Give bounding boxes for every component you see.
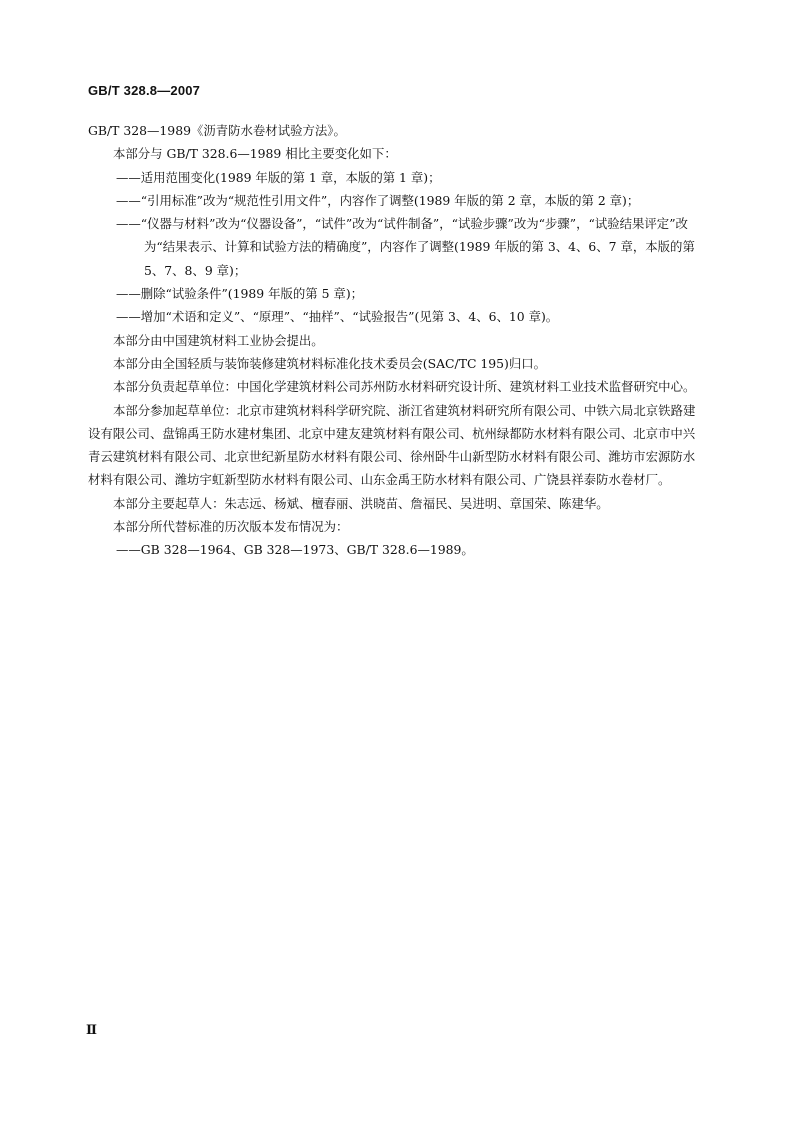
proposed-by-paragraph: 本部分由中国建筑材料工业协会提出。 (113, 332, 324, 348)
foreword-body (88, 119, 706, 562)
standard-code-header: GB/T 328.8—2007 (88, 83, 201, 98)
responsible-drafter-paragraph: 本部分负责起草单位：中国化学建筑材料公司苏州防水材料研究设计所、建筑材料工业技术监督研究中心。 (113, 379, 696, 395)
change-item: ——“引用标准”改为“规范性引用文件”，内容作了调整(1989 年版的第 2 章，本版的第 2 章)； (116, 192, 640, 208)
change-item: ——删除“试验条件”(1989 年版的第 5 章)； (116, 286, 364, 302)
history-item: ——GB 328—1964、GB 328—1973、GB/T 328.6—1989。 (116, 542, 474, 558)
change-item: ——适用范围变化(1989 年版的第 1 章，本版的第 1 章)； (116, 169, 441, 185)
page-number: Ⅱ (86, 1022, 97, 1037)
change-item: ——“仪器与材料”改为“仪器设备”，“试件”改为“试件制备”，“试验步骤”改为“步骤”，“试验结果评定”改为“结果表示、计算和试验方法的精确度”，内容作了调整(1989 年版的第 3、4、6、7 章，本版的第 5、7、8、9 章)； (116, 216, 695, 278)
intro-tail-paragraph: GB/T 328—1989《沥青防水卷材试验方法》。 (88, 123, 346, 138)
main-drafters-paragraph: 本部分主要起草人：朱志远、杨斌、檀春丽、洪晓苗、詹福民、吴进明、章国荣、陈建华。 (113, 495, 609, 511)
change-item: ——增加“术语和定义”、“原理”、“抽样”、“试验报告”(见第 3、4、6、10 章)。 (116, 309, 559, 325)
history-intro-paragraph: 本部分所代替标准的历次版本发布情况为： (113, 519, 349, 535)
jurisdiction-paragraph: 本部分由全国轻质与装饰装修建筑材料标准化技术委员会(SAC/TC 195)归口。 (113, 355, 547, 371)
changes-intro-paragraph: 本部分与 GB/T 328.6—1989 相比主要变化如下： (113, 146, 397, 162)
participating-drafters-paragraph: 本部分参加起草单位：北京市建筑材料科学研究院、浙江省建筑材料研究所有限公司、中铁六局北京铁路建设有限公司、盘锦禹王防水建材集团、北京中建友建筑材料有限公司、杭州绿都防水材料有限公司、北京市中兴青云建筑材料有限公司、北京世纪新星防水材料有限公司、徐州卧牛山新型防水材料有限公司、潍坊市宏源防水材料有限公司、潍坊宇虹新型防水材料有限公司、山东金禹王防水材料有限公司、广饶县祥泰防水卷材厂。 (88, 402, 696, 488)
